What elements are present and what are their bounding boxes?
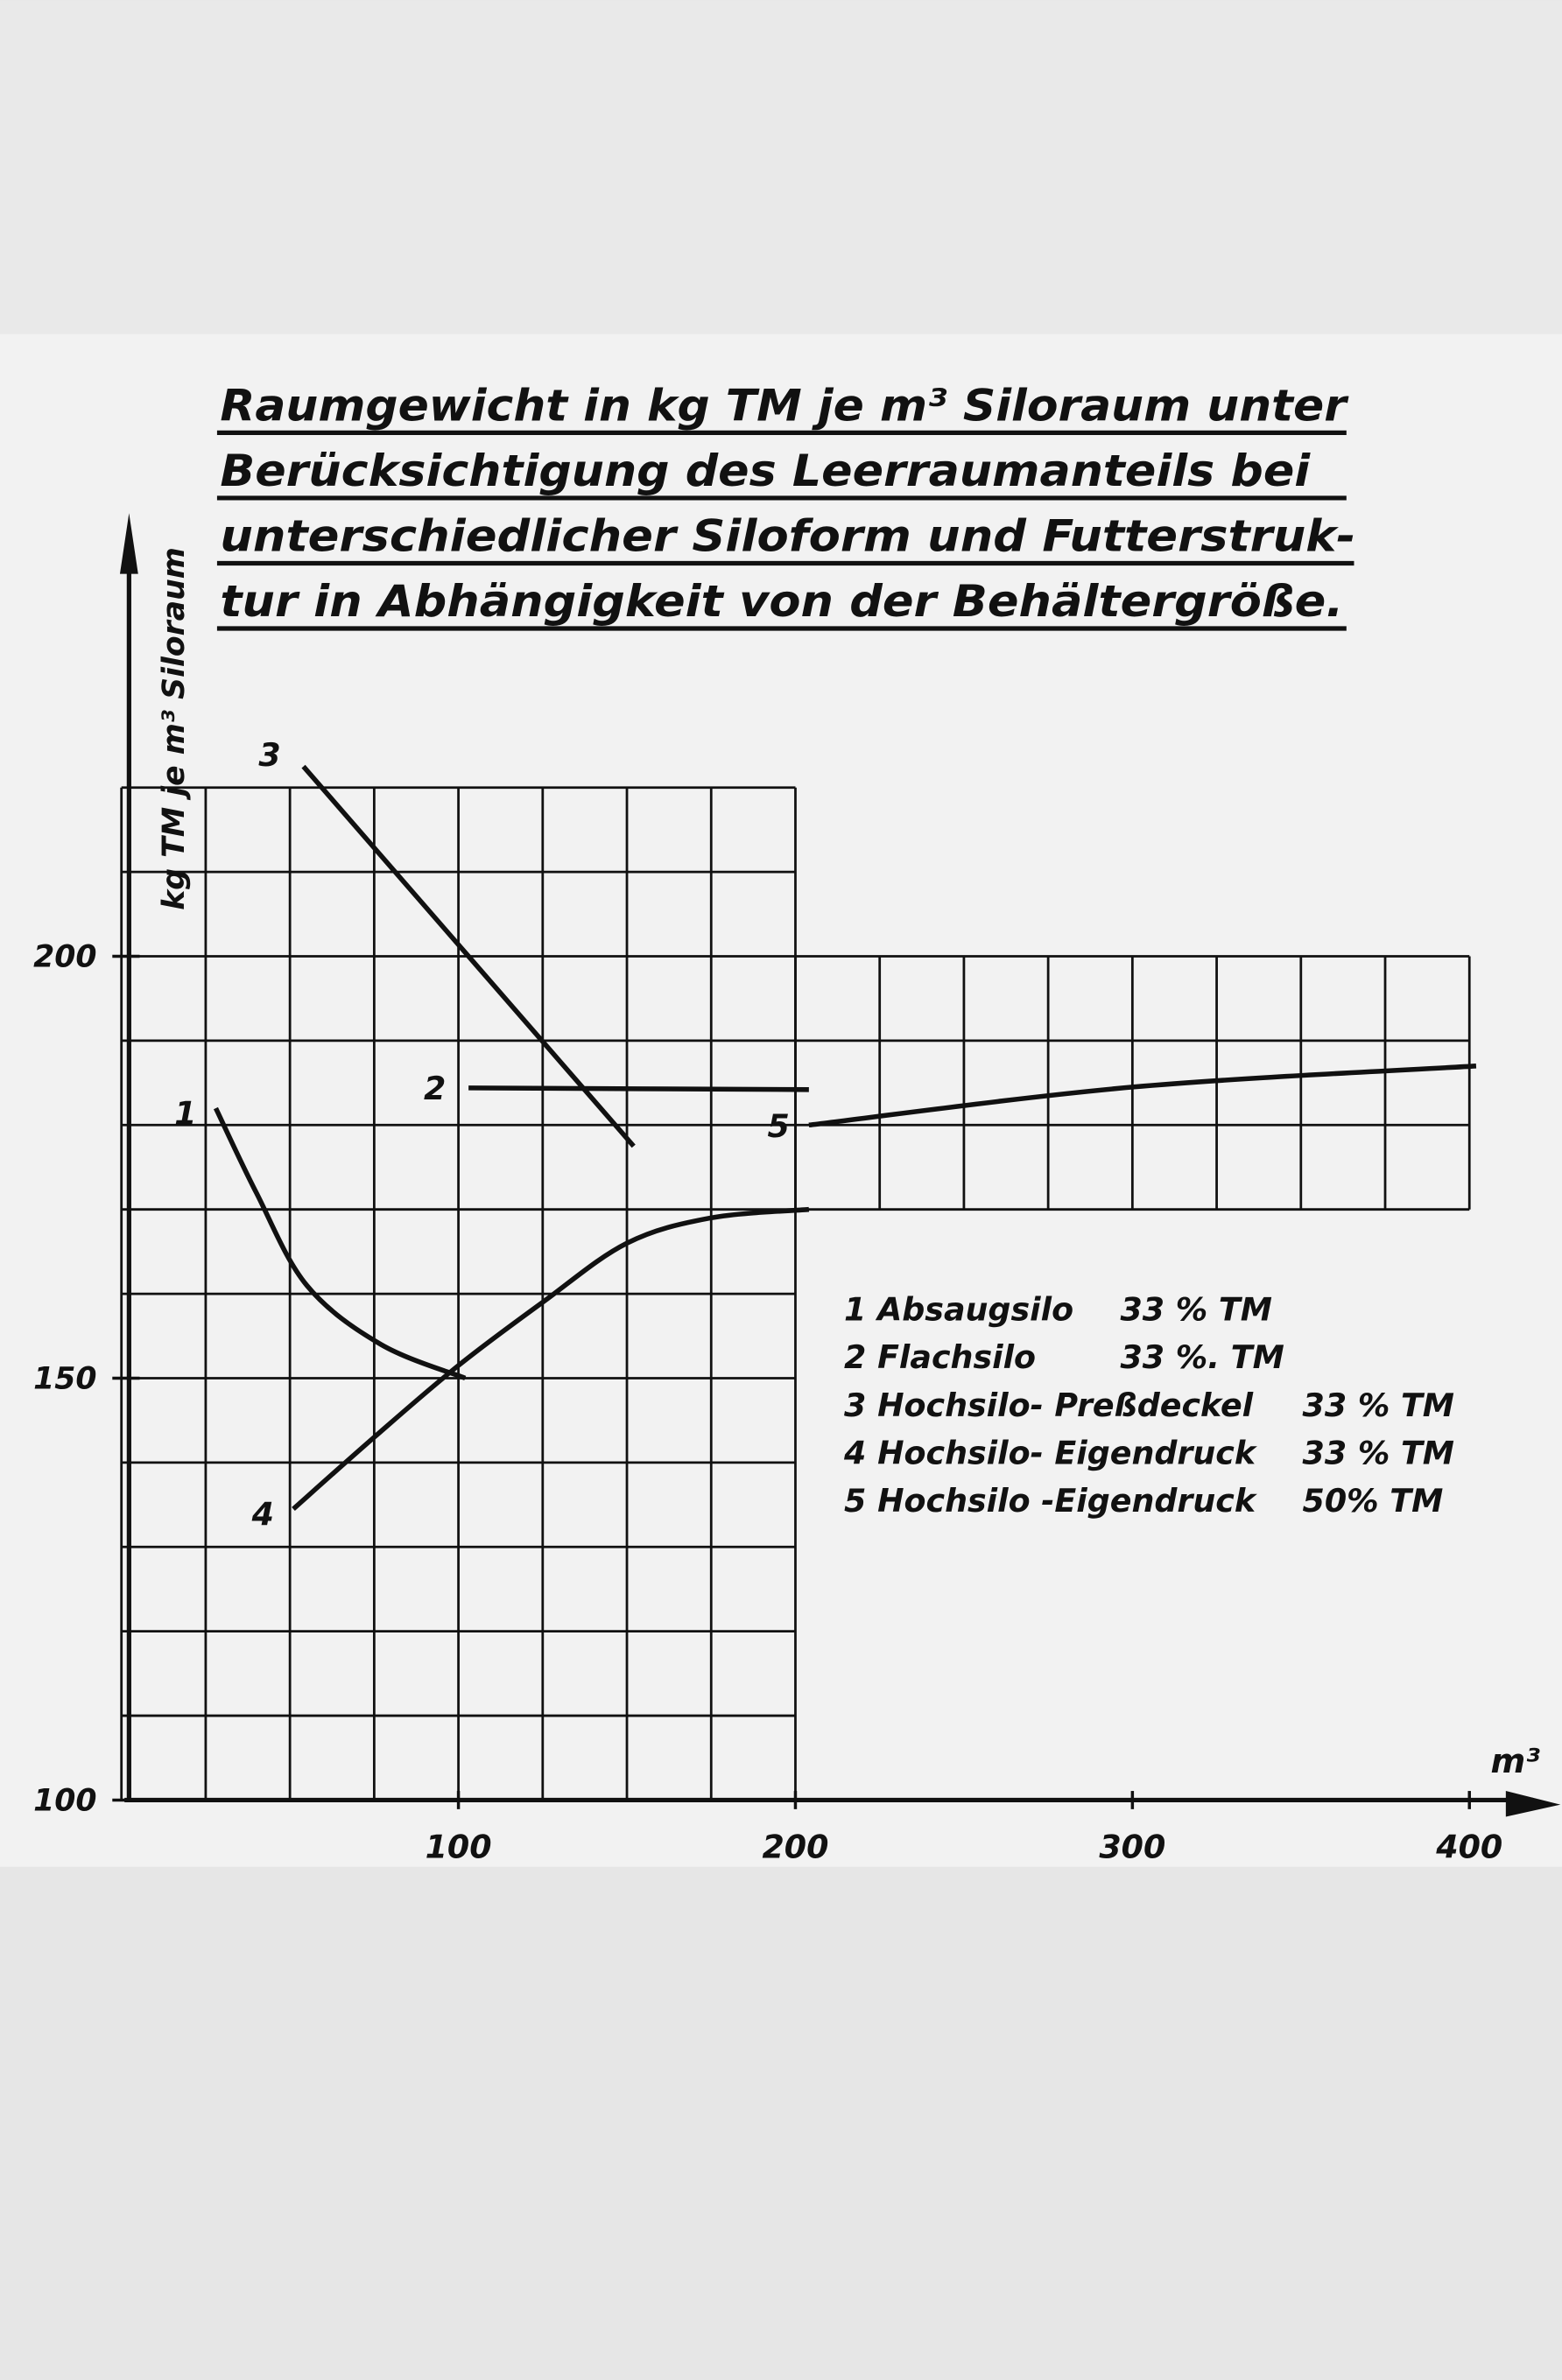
y-axis-label: kg TM je m³ Siloraum — [156, 547, 192, 910]
legend-value: 50% TM — [1302, 1482, 1444, 1520]
x-axis-label: m³ — [1490, 1742, 1540, 1781]
curve-label-2: 2 — [423, 1069, 447, 1107]
y-tick-label: 150 — [33, 1361, 97, 1397]
legend-name: Flachsilo — [877, 1338, 1037, 1377]
top-band — [0, 0, 1562, 333]
legend-value: 33 % TM — [1120, 1290, 1272, 1329]
x-tick-label: 300 — [1099, 1828, 1166, 1866]
x-tick-label: 200 — [762, 1828, 829, 1866]
x-tick-label: 400 — [1436, 1828, 1503, 1866]
legend-number: 2 — [843, 1338, 867, 1377]
curve-label-1: 1 — [174, 1094, 197, 1133]
legend-number: 1 — [843, 1290, 867, 1329]
curve-label-5: 5 — [767, 1107, 790, 1146]
legend-value: 33 % TM — [1302, 1434, 1455, 1472]
legend-name: Hochsilo- Preßdeckel — [877, 1386, 1254, 1424]
legend-item — [844, 1387, 1454, 1424]
x-tick-label: 100 — [425, 1828, 492, 1866]
title-line-3: unterschiedlicher Siloform und Futterstruk- — [220, 509, 1356, 562]
legend-name: Hochsilo -Eigendruck — [877, 1482, 1256, 1520]
legend-item — [844, 1482, 1443, 1520]
legend-value: 33 % TM — [1302, 1386, 1455, 1424]
legend-name: Absaugsilo — [877, 1290, 1074, 1329]
legend-name: Hochsilo- Eigendruck — [877, 1434, 1256, 1472]
legend-item — [843, 1434, 1454, 1471]
y-tick-label: 200 — [33, 939, 97, 975]
legend-value: 33 %. TM — [1120, 1338, 1284, 1377]
curve-2 — [468, 1088, 809, 1090]
title-line-4: tur in Abhängigkeit von der Behältergröße. — [220, 575, 1344, 628]
y-tick-label: 100 — [33, 1783, 97, 1819]
legend-number: 4 — [843, 1434, 867, 1472]
curve-label-4: 4 — [251, 1495, 275, 1534]
title-line-1: Raumgewicht in kg TM je m³ Siloraum unter — [220, 379, 1350, 432]
title-line-2: Berücksichtigung des Leerraumanteils bei — [220, 445, 1311, 497]
curve-label-3: 3 — [258, 736, 281, 775]
bottom-band — [0, 1867, 1562, 2380]
legend-number: 3 — [843, 1386, 867, 1424]
legend-item — [844, 1291, 1272, 1329]
legend-number: 5 — [843, 1482, 867, 1520]
